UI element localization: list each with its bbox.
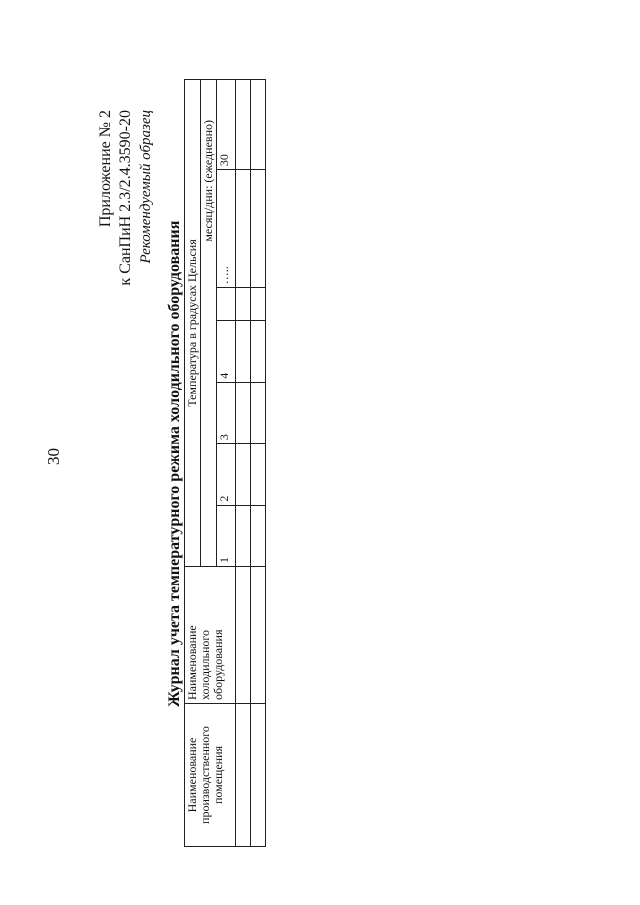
table-cell — [251, 567, 266, 704]
appendix-line-1: Приложение № 2 — [97, 110, 114, 228]
table-cell — [236, 382, 251, 443]
header-room-name: Наименование производственного помещения — [185, 704, 236, 847]
table-cell — [251, 382, 266, 443]
day-cell: 1 — [217, 505, 236, 566]
table-cell — [236, 321, 251, 382]
table-cell — [251, 321, 266, 382]
table-cell — [236, 80, 251, 170]
day-cell: ….. — [217, 170, 236, 288]
table-cell — [251, 80, 266, 170]
table-cell — [236, 170, 251, 288]
table-cell — [251, 505, 266, 566]
table-cell — [236, 704, 251, 847]
page-number: 30 — [44, 448, 63, 465]
day-cell: 2 — [217, 444, 236, 505]
day-cell: 30 — [217, 80, 236, 170]
table-header-row — [185, 80, 201, 847]
table-cell — [236, 505, 251, 566]
journal-title: Журнал учета температурного режима холодильного оборудования — [166, 220, 183, 707]
day-cell — [217, 288, 236, 321]
table-cell — [236, 288, 251, 321]
header-equipment-name: Наименование холодильного оборудования — [185, 567, 236, 704]
table-cell — [251, 288, 266, 321]
table-row — [236, 80, 251, 847]
table-cell — [236, 567, 251, 704]
header-temperature: Температура в градусах Цельсия — [185, 80, 201, 567]
appendix-reference — [96, 110, 136, 286]
day-cell: 3 — [217, 382, 236, 443]
table-cell — [251, 704, 266, 847]
table-cell — [236, 444, 251, 505]
header-month-days: месяц/дни: (ежедневно) — [201, 80, 217, 567]
table-cell — [251, 444, 266, 505]
sample-note: Рекомендуемый образец — [138, 110, 154, 264]
appendix-line-2: к СанПиН 2.3/2.4.3590-20 — [117, 110, 134, 286]
table-cell — [251, 170, 266, 288]
table-row — [251, 80, 266, 847]
temperature-log-table — [184, 79, 266, 847]
day-cell: 4 — [217, 321, 236, 382]
